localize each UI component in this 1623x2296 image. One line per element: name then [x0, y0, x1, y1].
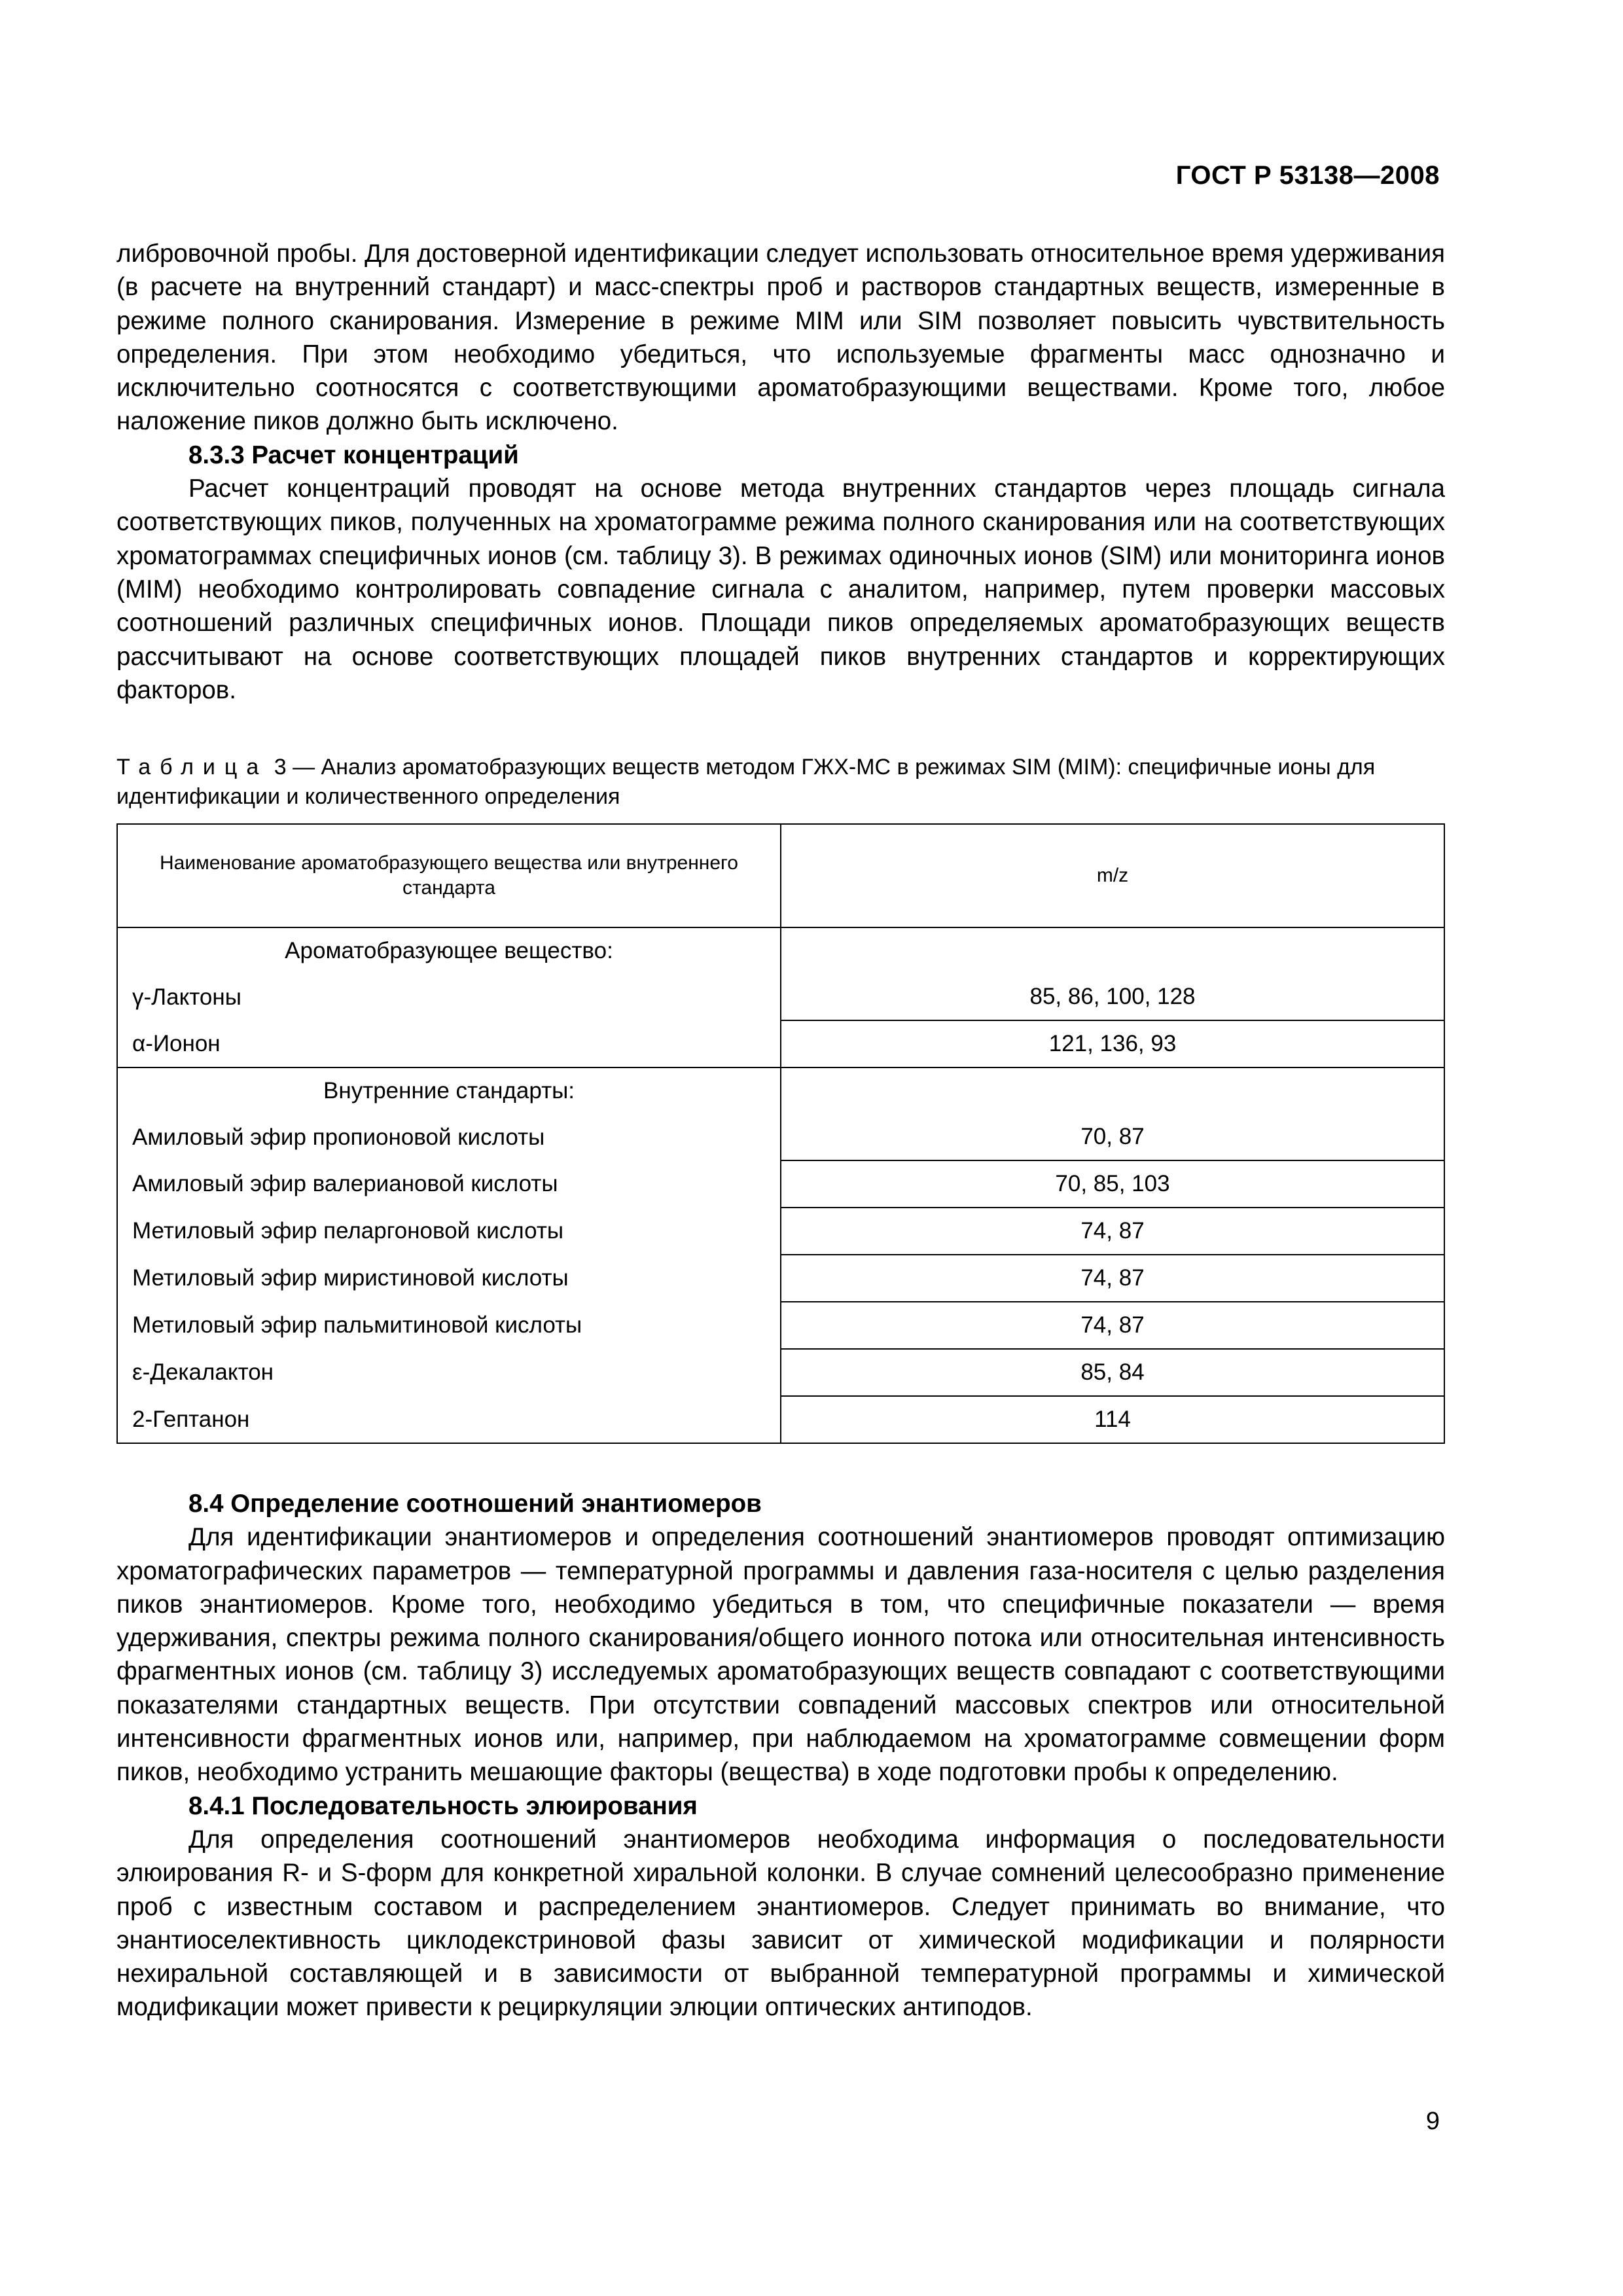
- table-caption-text: 3 — Анализ ароматобразующих веществ методом ГЖХ-МС в режимах SIM (MIM): специфичные ионы для идентификации и количественного определения: [116, 755, 1376, 809]
- substance-name: 2-Гептанон: [117, 1396, 781, 1443]
- table-header-row: [117, 824, 1444, 927]
- mz-values: 70, 85, 103: [781, 1160, 1444, 1208]
- group-heading-row: [117, 1067, 1444, 1114]
- table-row: [117, 1208, 1444, 1255]
- page-number: 9: [1425, 2108, 1440, 2135]
- group-heading-internal-standards: Внутренние стандарты:: [117, 1067, 781, 1114]
- table-row: [117, 974, 1444, 1020]
- table-cell-empty: [781, 1067, 1444, 1114]
- mz-values: 85, 86, 100, 128: [781, 974, 1444, 1020]
- substance-name: α-Ионон: [117, 1020, 781, 1067]
- mz-values: 74, 87: [781, 1208, 1444, 1255]
- paragraph-8-4: Для идентификации энантиомеров и определения соотношений энантиомеров проводят оптимизацию хроматографических параметров — температурной программы и давления газа-носителя с целью разделения пиков энантиомеров. Кроме того, необходимо убедиться в том, что специфичные показатели — время удерживания, спектры режима полного сканирования/общего ионного потока или относительная интенсивность фрагментных ионов (см. таблицу 3) исследуемых ароматобразующих веществ совпадают с соответствующими показателями стандартных веществ. При отсутствии совпадений массовых спектров или относительной интенсивности фрагментных ионов или, например, при наблюдаемом на хроматограмме совмещении форм пиков, необходимо устранить мешающие факторы (вещества) в ходе подготовки пробы к определению.: [116, 1523, 1445, 1787]
- table-row: [117, 1160, 1444, 1208]
- substance-name: ε-Декалактон: [117, 1349, 781, 1396]
- table-row: [117, 1349, 1444, 1396]
- paragraph-continuation: либровочной пробы. Для достоверной идентификации следует использовать относительное время удерживания (в расчете на внутренний стандарт) и масс-спектры проб и растворов стандартных веществ, измеренные в режиме полного сканирования. Измерение в режиме MIM или SIM позволяет повысить чувствительность определения. При этом необходимо убедиться, что используемые фрагменты масс однозначно и исключительно соотносятся с соответствующими ароматобразующими веществами. Кроме того, любое наложение пиков должно быть исключено.: [116, 240, 1445, 436]
- group-heading-row: [117, 927, 1444, 974]
- text-block-upper: [116, 237, 1445, 707]
- text-block-lower: [116, 1487, 1445, 2024]
- table-caption: [116, 753, 1445, 812]
- section-heading-8-4-1: 8.4.1 Последовательность элюирования: [188, 1791, 698, 1820]
- column-header-name: Наименование ароматобразующего вещества или внутреннего стандарта: [117, 824, 781, 927]
- mz-values: 121, 136, 93: [781, 1020, 1444, 1067]
- table-row: [117, 1396, 1444, 1443]
- table-row: [117, 1255, 1444, 1302]
- substance-name: Амиловый эфир валериановой кислоты: [117, 1160, 781, 1208]
- substance-name: Метиловый эфир миристиновой кислоты: [117, 1255, 781, 1302]
- paragraph-8-4-1: Для определения соотношений энантиомеров необходима информация о последовательности элюирования R- и S-форм для конкретной хиральной колонки. В случае сомнений целесообразно применение проб с известным составом и распределением энантиомеров. Следует принимать во внимание, что энантиоселективность циклодекстриновой фазы зависит от химической модификации и полярности нехиральной составляющей и в зависимости от выбранной температурной программы и химической модификации может привести к рециркуляции элюции оптических антиподов.: [116, 1825, 1445, 2022]
- mz-values: 70, 87: [781, 1114, 1444, 1160]
- paragraph-8-3-3: Расчет концентраций проводят на основе метода внутренних стандартов через площадь сигнала соответствующих пиков, полученных на хроматограмме режима полного сканирования или на соответствующих хроматограммах специфичных ионов (см. таблицу 3). В режимах одиночных ионов (SIM) или мониторинга ионов (MIM) необходимо контролировать совпадение сигнала с аналитом, например, путем проверки массовых соотношений различных специфичных ионов. Площади пиков определяемых ароматобразующих веществ рассчитывают на основе соответствующих площадей пиков внутренних стандартов и корректирующих факторов.: [116, 475, 1445, 704]
- table-row: [117, 1114, 1444, 1160]
- table-cell-empty: [781, 927, 1444, 974]
- substance-name: γ-Лактоны: [117, 974, 781, 1020]
- document-standard-number: ГОСТ Р 53138—2008: [1175, 161, 1440, 190]
- ion-table: [116, 823, 1445, 1444]
- mz-values: 74, 87: [781, 1255, 1444, 1302]
- mz-values: 74, 87: [781, 1302, 1444, 1349]
- table-row: [117, 1302, 1444, 1349]
- section-heading-8-4: 8.4 Определение соотношений энантиомеров: [188, 1490, 762, 1518]
- group-heading-aroma: Ароматобразующее вещество:: [117, 927, 781, 974]
- table-row: [117, 1020, 1444, 1067]
- mz-values: 85, 84: [781, 1349, 1444, 1396]
- substance-name: Амиловый эфир пропионовой кислоты: [117, 1114, 781, 1160]
- mz-values: 114: [781, 1396, 1444, 1443]
- section-heading-8-3-3: 8.3.3 Расчет концентраций: [188, 440, 519, 469]
- substance-name: Метиловый эфир пеларгоновой кислоты: [117, 1208, 781, 1255]
- substance-name: Метиловый эфир пальмитиновой кислоты: [117, 1302, 781, 1349]
- table-caption-label: Таблица: [116, 755, 268, 780]
- column-header-mz: m/z: [781, 824, 1444, 927]
